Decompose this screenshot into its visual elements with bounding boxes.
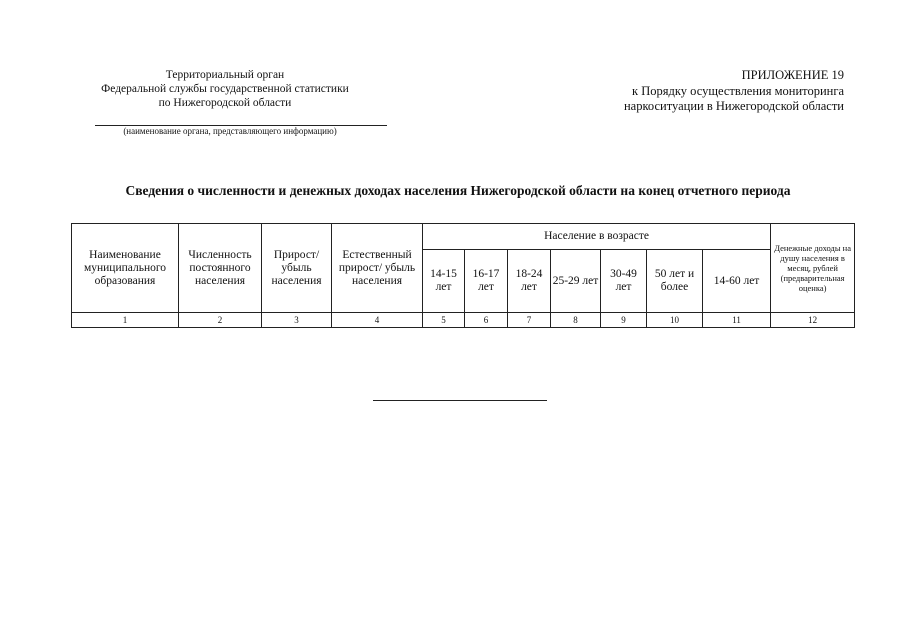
column-number-row <box>72 313 855 328</box>
signature-line <box>373 400 547 401</box>
column-number: 2 <box>179 313 262 328</box>
header-municipality: Наименование муниципального образования <box>72 224 179 313</box>
statistics-table <box>71 223 855 328</box>
column-number: 3 <box>262 313 332 328</box>
header-age-group: Население в возрасте <box>423 224 771 250</box>
column-number: 4 <box>332 313 423 328</box>
column-number: 6 <box>465 313 508 328</box>
header-income: Денежные доходы на душу населения в месяц, рублей (предварительная оценка) <box>771 224 855 313</box>
org-line-3: по Нижегородской области <box>158 97 292 109</box>
appendix-line-3: наркоситуации в Нижегородской области <box>623 99 844 113</box>
org-name-caption: (наименование органа, представляющего информацию) <box>123 126 337 136</box>
header-age-16-17: 16-17 лет <box>465 250 508 313</box>
org-line-2: Федеральной службы государственной статистики <box>101 83 349 95</box>
column-number: 11 <box>703 313 771 328</box>
header-age-30-49: 30-49 лет <box>601 250 647 313</box>
header-age-14-15: 14-15 лет <box>423 250 465 313</box>
appendix-header <box>504 68 844 115</box>
column-number: 12 <box>771 313 855 328</box>
column-number: 9 <box>601 313 647 328</box>
header-age-25-29: 25-29 лет <box>551 250 601 313</box>
appendix-line-2: к Порядку осуществления мониторинга <box>632 83 844 98</box>
header-natural-growth: Естественный прирост/ убыль населения <box>332 224 423 313</box>
org-header <box>70 68 380 110</box>
column-number: 8 <box>551 313 601 328</box>
column-number: 10 <box>647 313 703 328</box>
org-line-1: Территориальный орган <box>165 69 285 81</box>
appendix-number: ПРИЛОЖЕНИЕ 19 <box>741 68 844 82</box>
header-growth: Прирост/ убыль населения <box>262 224 332 313</box>
column-number: 7 <box>508 313 551 328</box>
header-age-14-60: 14-60 лет <box>703 250 771 313</box>
column-number: 5 <box>423 313 465 328</box>
document-title: Сведения о численности и денежных доходах населения Нижегородской области на конец отчетного периода <box>125 183 791 198</box>
header-age-18-24: 18-24 лет <box>508 250 551 313</box>
column-number: 1 <box>72 313 179 328</box>
header-age-50-plus: 50 лет и более <box>647 250 703 313</box>
header-population: Численность постоянного населения <box>179 224 262 313</box>
